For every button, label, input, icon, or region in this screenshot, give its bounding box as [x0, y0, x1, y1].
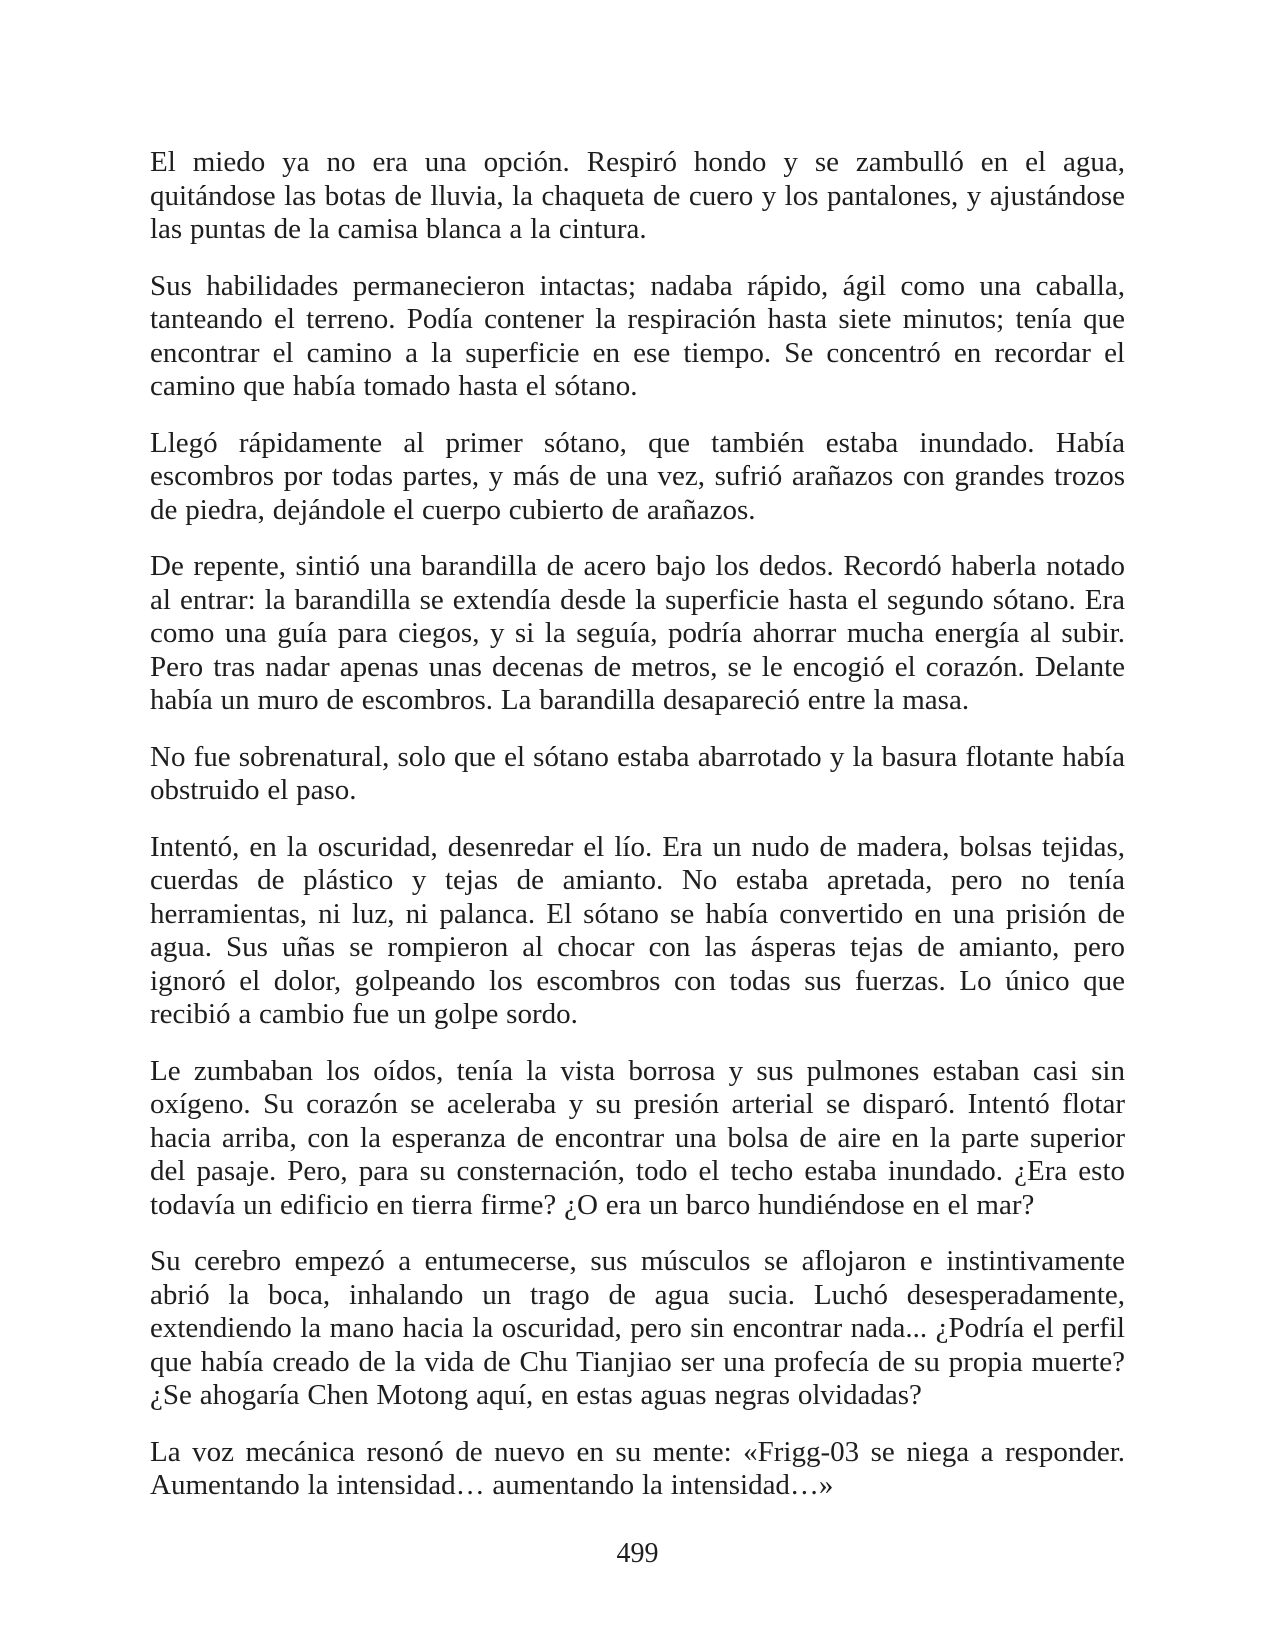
paragraph: Intentó, en la oscuridad, desenredar el lío. Era un nudo de madera, bolsas tejidas, cuerdas de plástico y tejas de amianto. No estaba apretada, pero no tenía herramientas, ni luz, ni palanca. El sótano se había convertido en una prisión de agua. Sus uñas se rompieron al chocar con las ásperas tejas de amianto, pero ignoró el dolor, golpeando los escombros con todas sus fuerzas. Lo único que recibió a cambio fue un golpe sordo.: [150, 830, 1125, 1030]
paragraph: Sus habilidades permanecieron intactas; nadaba rápido, ágil como una caballa, tanteando el terreno. Podía contener la respiración hasta siete minutos; tenía que encontrar el camino a la superficie en ese tiempo. Se concentró en recordar el camino que había tomado hasta el sótano.: [150, 269, 1125, 402]
paragraph: El miedo ya no era una opción. Respiró hondo y se zambulló en el agua, quitándose las botas de lluvia, la chaqueta de cuero y los pantalones, y ajustándose las puntas de la camisa blanca a la cintura.: [150, 146, 1125, 245]
paragraph: De repente, sintió una barandilla de acero bajo los dedos. Recordó haberla notado al entrar: la barandilla se extendía desde la superficie hasta el segundo sótano. Era como una guía para ciegos, y si la seguía, podría ahorrar mucha energía al subir. Pero tras nadar apenas unas decenas de metros, se le encogió el corazón. Delante había un muro de escombros. La barandilla desapareció entre la masa.: [150, 550, 1125, 716]
page-number: 499: [616, 1538, 659, 1569]
paragraph: Llegó rápidamente al primer sótano, que también estaba inundado. Había escombros por todas partes, y más de una vez, sufrió arañazos con grandes trozos de piedra, dejándole el cuerpo cubierto de arañazos.: [150, 426, 1125, 526]
paragraph: Le zumbaban los oídos, tenía la vista borrosa y sus pulmones estaban casi sin oxígeno. Su corazón se aceleraba y su presión arterial se disparó. Intentó flotar hacia arriba, con la esperanza de encontrar una bolsa de aire en la parte superior del pasaje. Pero, para su consternación, todo el techo estaba inundado. ¿Era esto todavía un edificio en tierra firme? ¿O era un barco hundiéndose en el mar?: [150, 1054, 1125, 1221]
paragraph: Su cerebro empezó a entumecerse, sus músculos se aflojaron e instintivamente abrió la boca, inhalando un trago de agua sucia. Luchó desesperadamente, extendiendo la mano hacia la oscuridad, pero sin encontrar nada... ¿Podría el perfil que había creado de la vida de Chu Tianjiao ser una profecía de su propia muerte? ¿Se ahogaría Chen Motong aquí, en estas aguas negras olvidadas?: [150, 1245, 1125, 1411]
page-text: [150, 146, 1125, 1526]
paragraph: La voz mecánica resonó de nuevo en su mente: «Frigg-03 se niega a responder. Aumentando la intensidad… aumentando la intensidad…»: [150, 1435, 1125, 1501]
paragraph: No fue sobrenatural, solo que el sótano estaba abarrotado y la basura flotante había obstruido el paso.: [150, 740, 1125, 806]
